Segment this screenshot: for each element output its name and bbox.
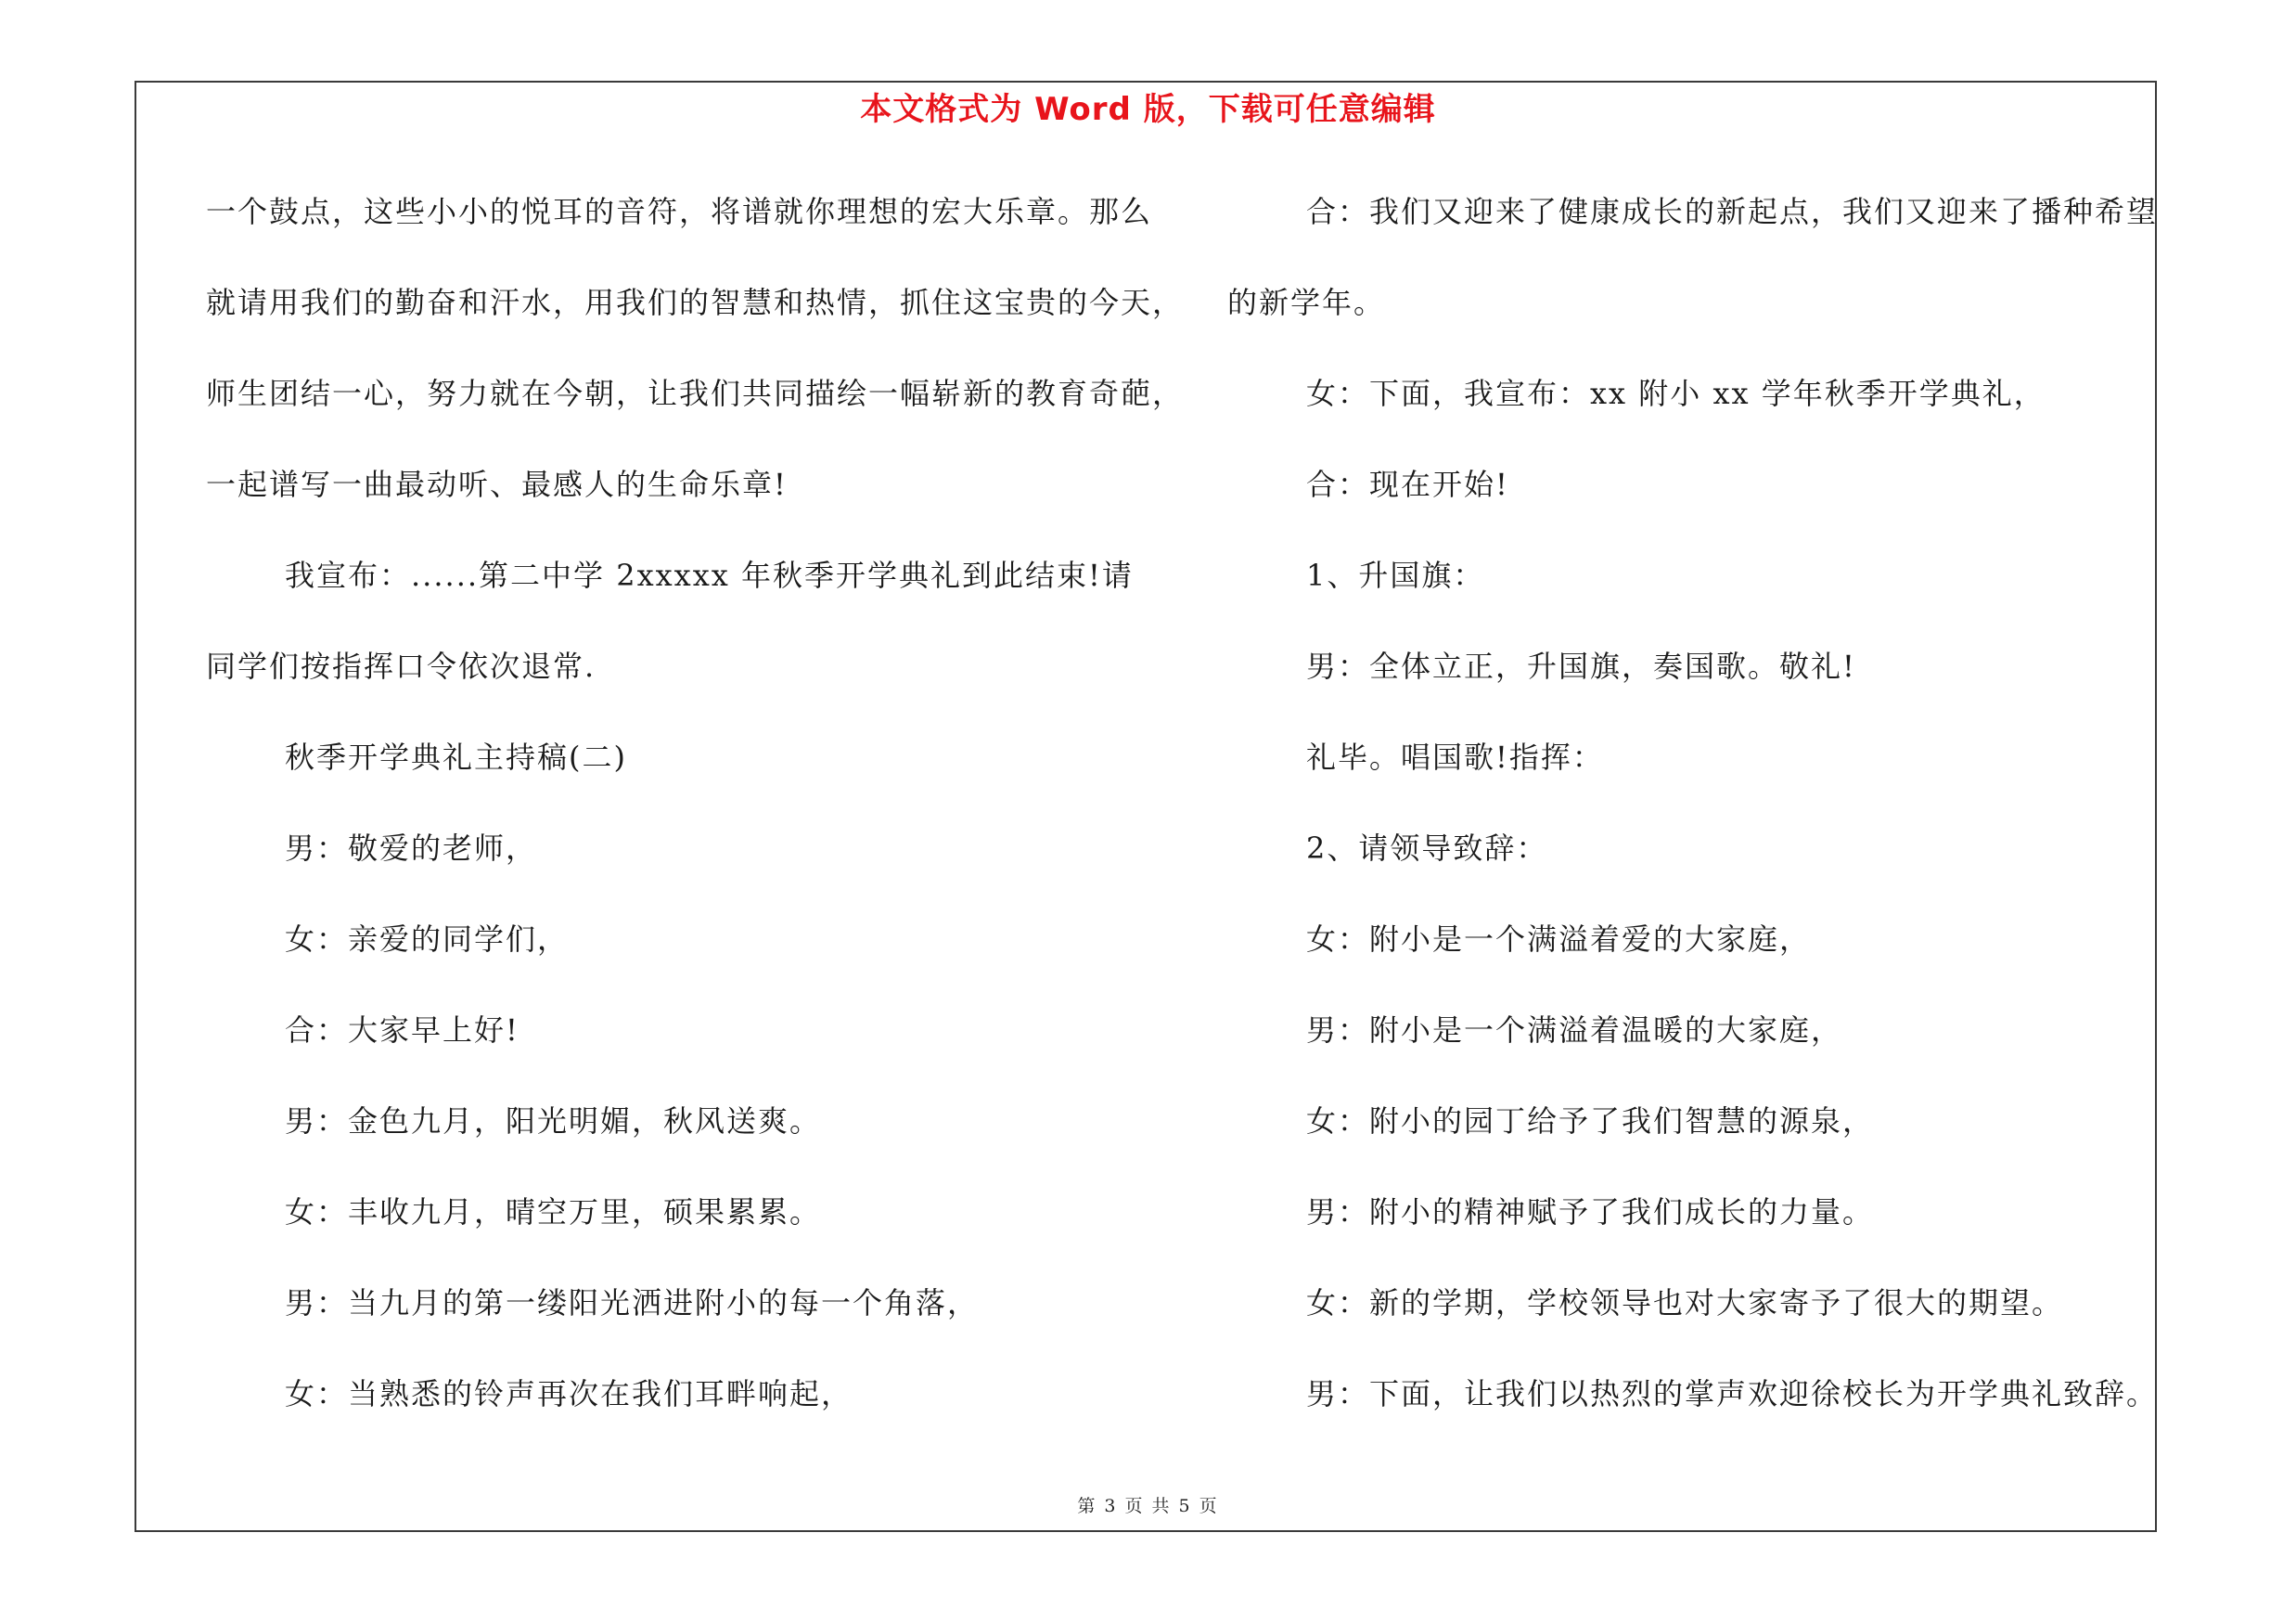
paragraph-line: 的新学年。 [1227,285,1386,320]
left-column [206,184,1185,1457]
paragraph-line: 我宣布：......第二中学 2xxxxx 年秋季开学典礼到此结束!请 [285,558,1134,593]
paragraph-line: 男：附小的精神赋予了我们成长的力量。 [1306,1194,1875,1230]
paragraph-line: 合：现在开始! [1306,467,1509,502]
paragraph-line: 女：丰收九月，晴空万里，硕果累累。 [285,1194,822,1230]
paragraph-line: 一个鼓点，这些小小的悦耳的音符，将谱就你理想的宏大乐章。那么 [206,194,1153,229]
paragraph-line: 女：当熟悉的铃声再次在我们耳畔响起， [285,1376,853,1411]
paragraph-line: 男：敬爱的老师， [285,831,538,866]
paragraph-line: 男：金色九月，阳光明媚，秋风送爽。 [285,1103,822,1139]
section-heading: 秋季开学典礼主持稿(二) [285,740,627,775]
paragraph-line: 2、请领导致辞： [1306,831,1548,866]
paragraph-line: 一起谱写一曲最动听、最感人的生命乐章! [206,467,788,502]
paragraph-line: 男：附小是一个满溢着温暖的大家庭， [1306,1012,1843,1048]
paragraph-line: 女：附小是一个满溢着爱的大家庭， [1306,921,1812,957]
word-format-banner: 本文格式为 Word 版，下载可任意编辑 [860,91,1436,128]
page-number-footer: 第 3 页 共 5 页 [1077,1496,1219,1516]
paragraph-line: 师生团结一心，努力就在今朝，让我们共同描绘一幅崭新的教育奇葩， [206,376,1185,411]
paragraph-line: 同学们按指挥口令依次退常. [206,649,596,684]
paragraph-line: 合：大家早上好! [285,1012,519,1048]
paragraph-line: 女：亲爱的同学们， [285,921,570,957]
paragraph-line: 女：附小的园丁给予了我们智慧的源泉， [1306,1103,1875,1139]
paragraph-line: 合：我们又迎来了健康成长的新起点，我们又迎来了播种希望 [1306,194,2159,229]
paragraph-line: 男：全体立正，升国旗，奏国歌。敬礼! [1306,649,1856,684]
paragraph-line: 1、升国旗： [1306,558,1485,593]
paragraph-line: 女：下面，我宣布：xx 附小 xx 学年秋季开学典礼， [1306,376,2046,411]
paragraph-line: 就请用我们的勤奋和汗水，用我们的智慧和热情，抓住这宝贵的今天， [206,285,1185,320]
paragraph-line: 男：下面，让我们以热烈的掌声欢迎徐校长为开学典礼致辞。 [1306,1376,2159,1411]
right-column [1227,184,2159,1457]
paragraph-line: 女：新的学期，学校领导也对大家寄予了很大的期望。 [1306,1285,2064,1320]
paragraph-line: 礼毕。唱国歌!指挥： [1306,740,1604,775]
paragraph-line: 男：当九月的第一缕阳光洒进附小的每一个角落， [285,1285,980,1320]
